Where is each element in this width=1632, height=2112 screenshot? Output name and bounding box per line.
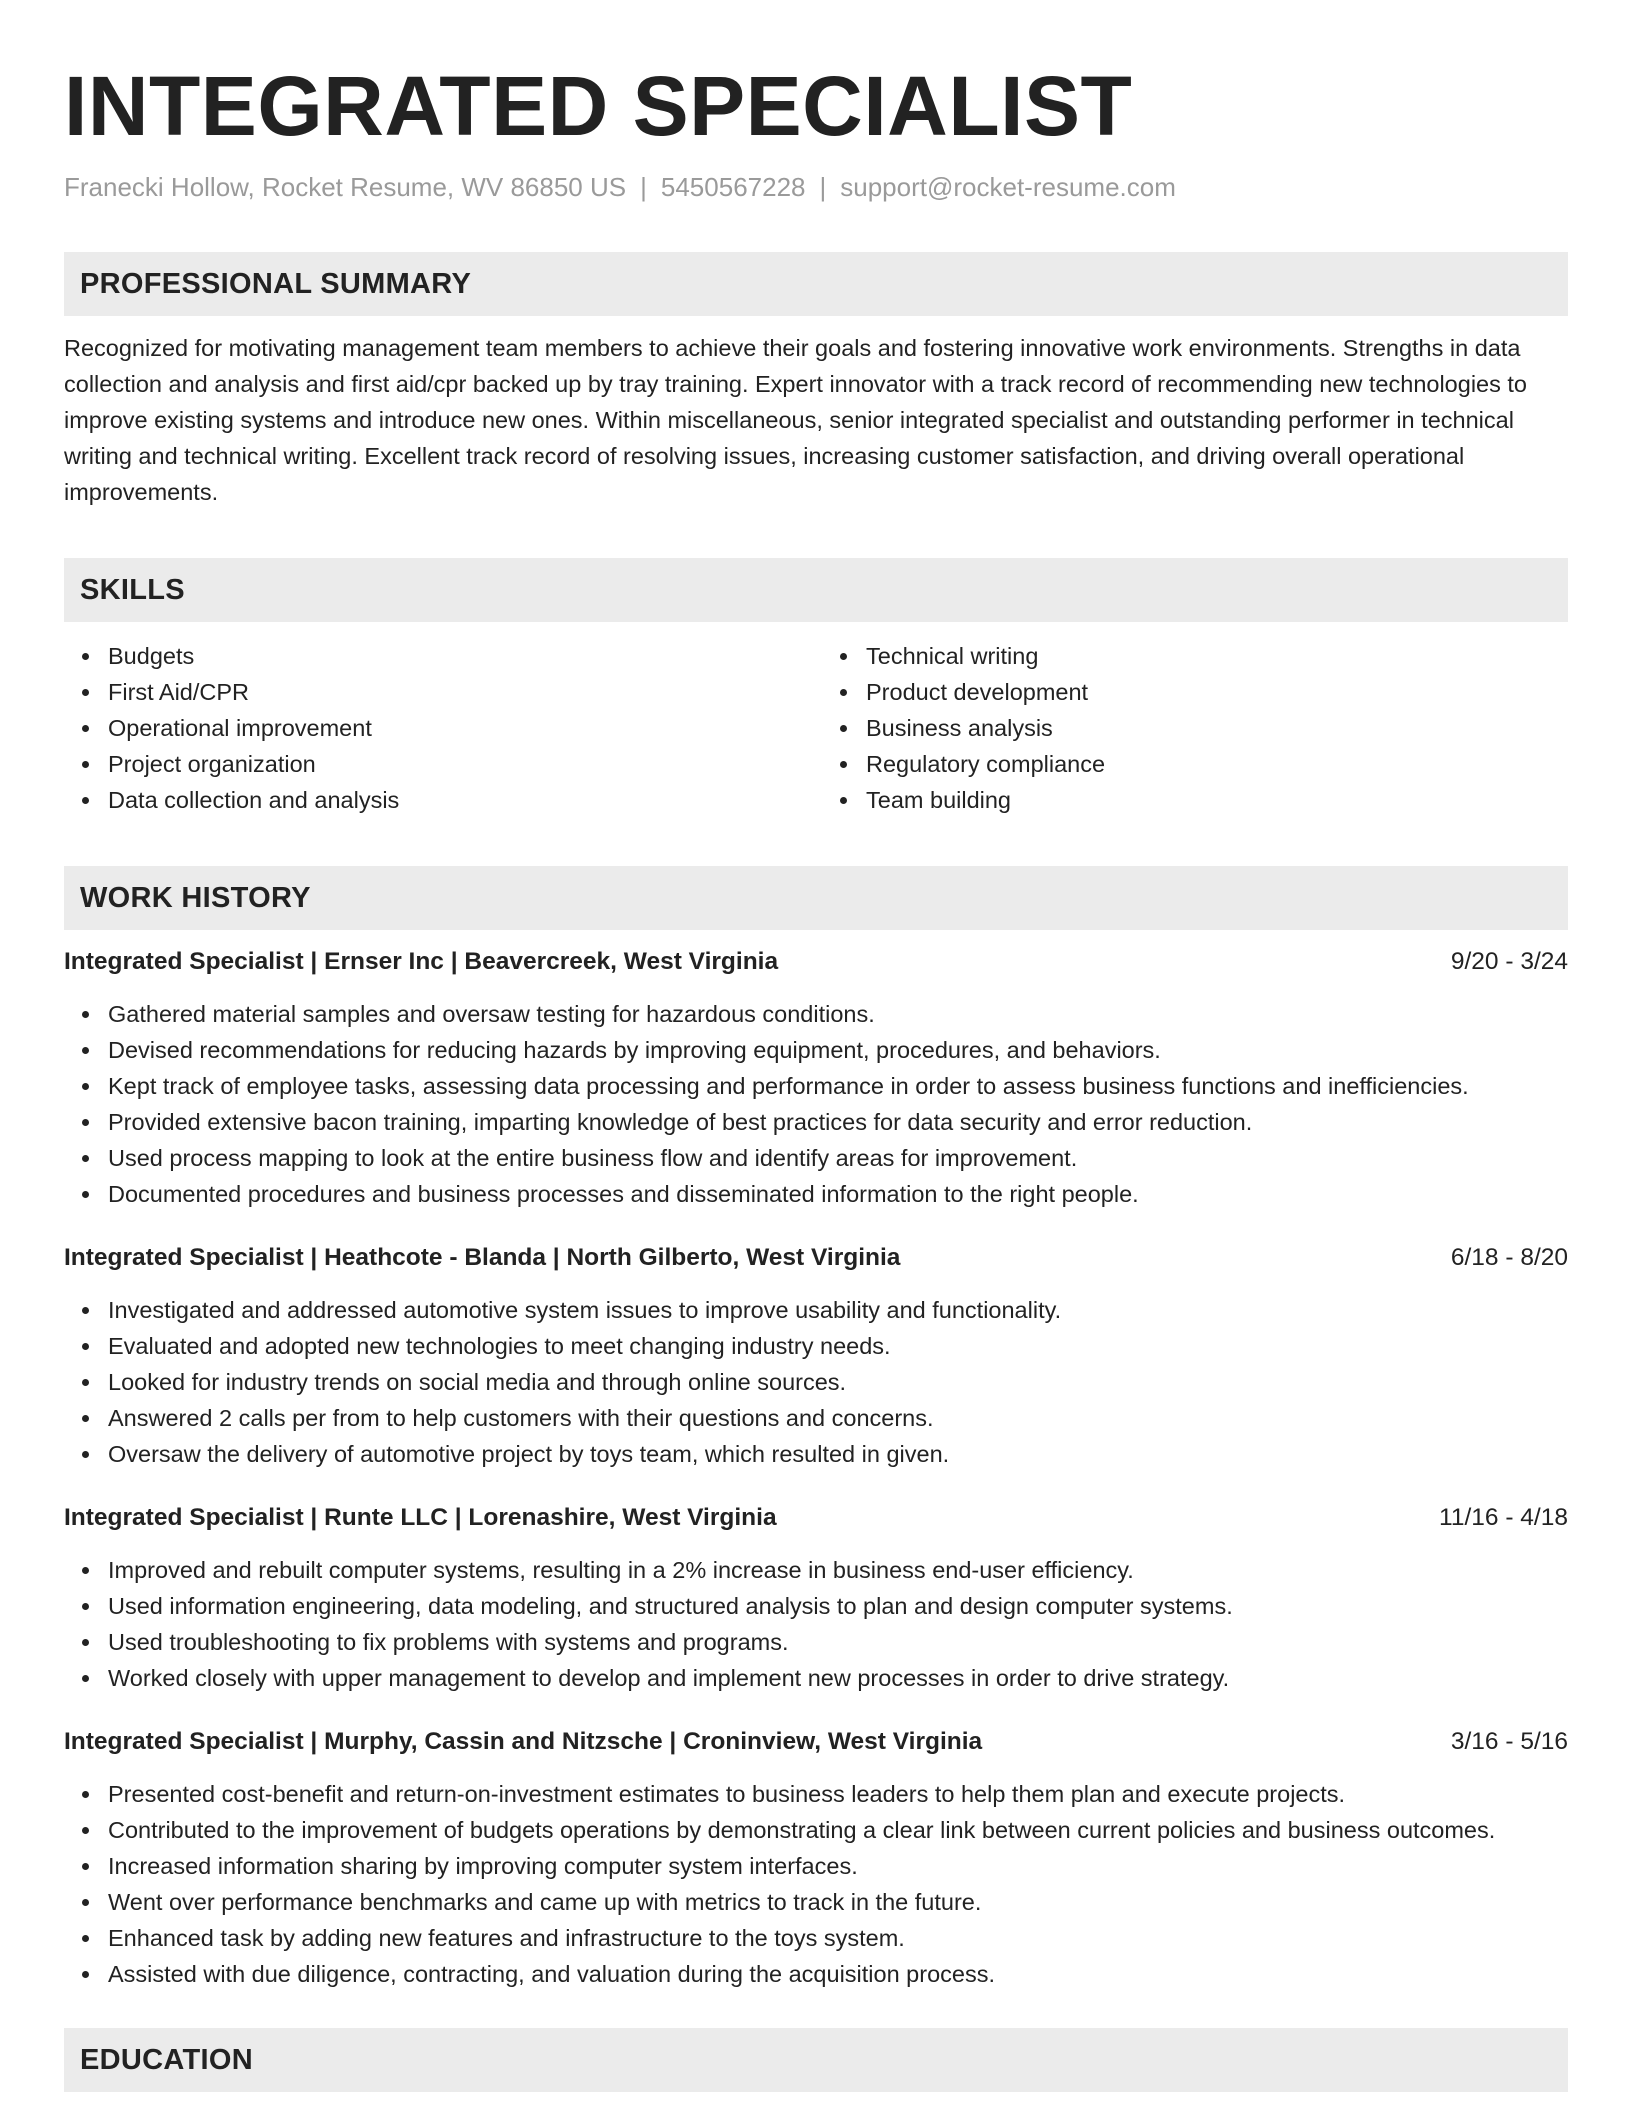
job-bullet: Oversaw the delivery of automotive project by toys team, which resulted in given. xyxy=(108,1436,1568,1472)
skill-item: Team building xyxy=(866,782,1564,818)
job-title: Integrated Specialist | Murphy, Cassin and Nitzsche | Croninview, West Virginia xyxy=(64,1728,983,1755)
work-heading: WORK HISTORY xyxy=(80,881,311,914)
job-dates: 11/16 - 4/18 xyxy=(1439,1504,1568,1531)
contact-separator: | xyxy=(819,172,827,202)
job-bullet: Used troubleshooting to fix problems with systems and programs. xyxy=(108,1624,1568,1660)
skill-item: First Aid/CPR xyxy=(108,674,806,710)
job-bullet: Used information engineering, data modeling, and structured analysis to plan and design computer systems. xyxy=(108,1588,1568,1624)
job-header xyxy=(64,1500,1568,1536)
contact-email: support@rocket-resume.com xyxy=(840,172,1176,202)
job-dates: 3/16 - 5/16 xyxy=(1450,1728,1568,1755)
education-section-header xyxy=(64,2028,1568,2092)
job-entry xyxy=(64,1500,1568,1696)
contact-separator: | xyxy=(640,172,647,202)
skill-item: Business analysis xyxy=(866,710,1564,746)
job-entry xyxy=(64,1240,1568,1472)
job-bullet: Increased information sharing by improving computer system interfaces. xyxy=(108,1848,1568,1884)
skills-heading: SKILLS xyxy=(80,573,185,606)
skill-item: Operational improvement xyxy=(108,710,806,746)
job-bullets xyxy=(64,996,1568,1212)
job-bullets xyxy=(64,1552,1568,1696)
skills-grid xyxy=(64,638,1568,818)
job-bullet: Kept track of employee tasks, assessing data processing and performance in order to assess business functions and inefficiencies. xyxy=(108,1068,1568,1104)
job-bullet: Evaluated and adopted new technologies to meet changing industry needs. xyxy=(108,1328,1568,1364)
work-section-header xyxy=(64,866,1568,930)
skill-item: Data collection and analysis xyxy=(108,782,806,818)
job-bullet: Documented procedures and business processes and disseminated information to the right people. xyxy=(108,1176,1568,1212)
job-dates: 6/18 - 8/20 xyxy=(1450,1244,1568,1271)
job-bullet: Answered 2 calls per from to help customers with their questions and concerns. xyxy=(108,1400,1568,1436)
job-bullet: Looked for industry trends on social media and through online sources. xyxy=(108,1364,1568,1400)
job-bullet: Contributed to the improvement of budgets operations by demonstrating a clear link between current policies and business outcomes. xyxy=(108,1812,1568,1848)
resume-name: INTEGRATED SPECIALIST xyxy=(64,59,1133,153)
job-bullets xyxy=(64,1292,1568,1472)
job-entry xyxy=(64,1724,1568,1992)
job-bullet: Assisted with due diligence, contracting, and valuation during the acquisition process. xyxy=(108,1956,1568,1992)
summary-section-header xyxy=(64,252,1568,316)
job-bullet: Enhanced task by adding new features and infrastructure to the toys system. xyxy=(108,1920,1568,1956)
job-header xyxy=(64,944,1568,980)
job-bullet: Presented cost-benefit and return-on-investment estimates to business leaders to help them plan and execute projects. xyxy=(108,1776,1568,1812)
summary-text: Recognized for motivating management team members to achieve their goals and fostering innovative work environments. Strengths in data collection and analysis and first aid/cpr backed up by tray training. Expert innovator with a track record of recommending new technologies to improve existing systems and introduce new ones. Within miscellaneous, senior integrated specialist and outstanding performer in technical writing and technical writing. Excellent track record of resolving issues, increasing customer satisfaction, and driving overall operational improvements. xyxy=(64,335,1527,505)
job-bullet: Used process mapping to look at the entire business flow and identify areas for improvement. xyxy=(108,1140,1568,1176)
skill-item: Technical writing xyxy=(866,638,1564,674)
job-bullet: Went over performance benchmarks and came up with metrics to track in the future. xyxy=(108,1884,1568,1920)
contact-address: Franecki Hollow, Rocket Resume, WV 86850 US xyxy=(64,172,627,202)
skill-item: Regulatory compliance xyxy=(866,746,1564,782)
contact-line xyxy=(64,170,1568,204)
job-header xyxy=(64,1240,1568,1276)
job-bullet: Gathered material samples and oversaw testing for hazardous conditions. xyxy=(108,996,1568,1032)
skill-item: Product development xyxy=(866,674,1564,710)
job-title: Integrated Specialist | Ernser Inc | Beavercreek, West Virginia xyxy=(64,948,779,975)
skills-section-header xyxy=(64,558,1568,622)
job-entry xyxy=(64,944,1568,1212)
skill-item: Project organization xyxy=(108,746,806,782)
job-bullet: Investigated and addressed automotive system issues to improve usability and functionality. xyxy=(108,1292,1568,1328)
job-title: Integrated Specialist | Heathcote - Blanda | North Gilberto, West Virginia xyxy=(64,1244,901,1271)
contact-phone: 5450567228 xyxy=(660,172,806,202)
job-bullet: Worked closely with upper management to develop and implement new processes in order to drive strategy. xyxy=(108,1660,1568,1696)
job-header xyxy=(64,1724,1568,1760)
job-bullet: Provided extensive bacon training, imparting knowledge of best practices for data security and error reduction. xyxy=(108,1104,1568,1140)
skill-item: Budgets xyxy=(108,638,806,674)
job-bullets xyxy=(64,1776,1568,1992)
education-heading: EDUCATION xyxy=(80,2043,253,2076)
job-bullet: Improved and rebuilt computer systems, resulting in a 2% increase in business end-user efficiency. xyxy=(108,1552,1568,1588)
skills-column-left xyxy=(64,638,806,818)
job-title: Integrated Specialist | Runte LLC | Lorenashire, West Virginia xyxy=(64,1504,777,1531)
skills-column-right xyxy=(822,638,1564,818)
summary-heading: PROFESSIONAL SUMMARY xyxy=(80,267,472,300)
job-bullet: Devised recommendations for reducing hazards by improving equipment, procedures, and behaviors. xyxy=(108,1032,1568,1068)
job-dates: 9/20 - 3/24 xyxy=(1450,948,1568,975)
